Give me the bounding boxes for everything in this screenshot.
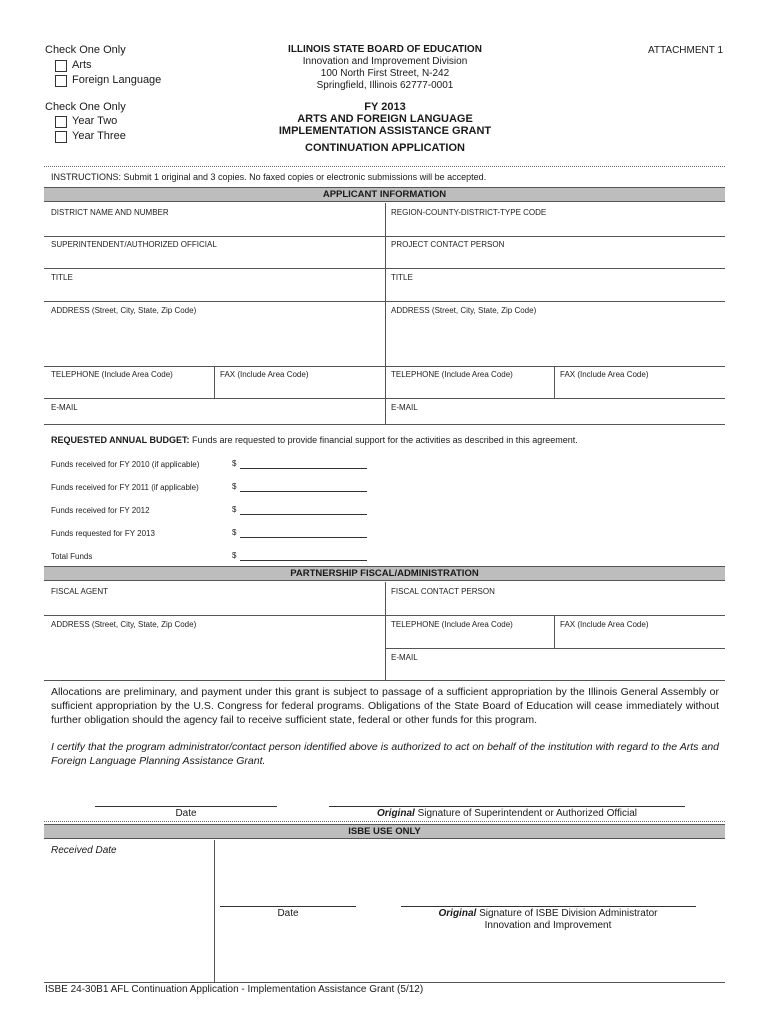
year-three-option-label: Year Three: [72, 130, 126, 142]
partnership-telephone-field[interactable]: TELEPHONE (Include Area Code): [391, 620, 513, 629]
partnership-row-rule: [44, 615, 725, 616]
superintendent-signature-caption: [329, 808, 685, 819]
superintendent-signature-label: Signature of Superintendent or Authorized Official: [417, 808, 637, 819]
agency-block: [240, 44, 530, 154]
currency-sign: $: [232, 459, 237, 468]
applicant-info-heading: APPLICANT INFORMATION: [44, 187, 725, 202]
footer-rule: [44, 982, 725, 983]
agency-street: 100 North First Street, N-242: [320, 68, 450, 79]
fax-field-right[interactable]: FAX (Include Area Code): [560, 370, 649, 379]
fy2013-amount-input[interactable]: [240, 537, 367, 538]
year-two-option-label: Year Two: [72, 115, 118, 127]
year-check-prompt: Check One Only: [45, 101, 126, 113]
applicant-row-rule: [44, 398, 725, 399]
telephone-field-left[interactable]: TELEPHONE (Include Area Code): [51, 370, 173, 379]
isbe-signature-caption-line1: [380, 908, 716, 920]
isbe-date-label: Date: [277, 908, 299, 919]
allocations-paragraph: Allocations are preliminary, and payment under this grant is subject to passage of a sufficient appropriation by the Illinois General Assembly or sufficient appropriation by the U.S. Congress for federal programs. Obligations of the State Board of Education will cease immediately without further obligation should the agency fail to receive sufficient state, federal or other funds for this program.: [51, 686, 719, 726]
currency-sign: $: [232, 528, 237, 537]
foreign-language-checkbox[interactable]: [55, 75, 67, 87]
arts-checkbox[interactable]: [55, 60, 67, 72]
division-name: Innovation and Improvement Division: [302, 56, 468, 67]
isbe-top-rule: [44, 821, 725, 822]
title-field-right[interactable]: TITLE: [391, 273, 413, 282]
superintendent-field[interactable]: SUPERINTENDENT/AUTHORIZED OFFICIAL: [51, 240, 217, 249]
title-field-left[interactable]: TITLE: [51, 273, 73, 282]
budget-heading: REQUESTED ANNUAL BUDGET:: [51, 435, 190, 445]
rcdt-code-field[interactable]: REGION-COUNTY-DISTRICT-TYPE CODE: [391, 208, 547, 217]
currency-sign: $: [232, 505, 237, 514]
form-footer: ISBE 24-30B1 AFL Continuation Application - Implementation Assistance Grant (5/12): [45, 984, 424, 995]
address-field-right[interactable]: ADDRESS (Street, City, State, Zip Code): [391, 306, 537, 315]
attachment-label: ATTACHMENT 1: [648, 45, 724, 56]
telephone-field-right[interactable]: TELEPHONE (Include Area Code): [391, 370, 513, 379]
applicant-row-rule: [44, 366, 725, 367]
partnership-address-field[interactable]: ADDRESS (Street, City, State, Zip Code): [51, 620, 197, 629]
budget-row-label: Total Funds: [51, 552, 93, 561]
instructions-top-rule: [44, 166, 725, 167]
district-name-field[interactable]: DISTRICT NAME AND NUMBER: [51, 208, 169, 217]
partnership-heading: PARTNERSHIP FISCAL/ADMINISTRATION: [44, 566, 725, 581]
partnership-fax-field[interactable]: FAX (Include Area Code): [560, 620, 649, 629]
applicant-row-rule: [44, 301, 725, 302]
project-contact-field[interactable]: PROJECT CONTACT PERSON: [391, 240, 505, 249]
isbe-signature-caption: [380, 908, 716, 932]
fax-field-left[interactable]: FAX (Include Area Code): [220, 370, 309, 379]
fiscal-year: FY 2013: [364, 101, 406, 113]
original-emphasis: Original: [438, 908, 477, 919]
partnership-row-rule: [44, 680, 725, 681]
partnership-email-field[interactable]: E-MAIL: [391, 653, 418, 662]
applicant-tel-fax-divider-right: [554, 366, 555, 398]
budget-row-label: Funds received for FY 2010 (if applicable): [51, 460, 200, 469]
total-funds-input[interactable]: [240, 560, 367, 561]
date-label: Date: [175, 808, 197, 819]
budget-row-label: Funds received for FY 2012: [51, 506, 150, 515]
partnership-row-rule: [385, 648, 725, 649]
fiscal-agent-field[interactable]: FISCAL AGENT: [51, 587, 109, 596]
form-title: CONTINUATION APPLICATION: [305, 142, 465, 154]
fy2011-amount-input[interactable]: [240, 491, 367, 492]
original-emphasis: Original: [377, 808, 415, 819]
year-two-checkbox[interactable]: [55, 116, 67, 128]
year-three-checkbox[interactable]: [55, 131, 67, 143]
budget-row-label: Funds received for FY 2011 (if applicable): [51, 483, 199, 492]
email-field-right[interactable]: E-MAIL: [391, 403, 418, 412]
foreign-language-option-label: Foreign Language: [72, 74, 162, 86]
isbe-administrator-signature-line[interactable]: [401, 906, 696, 907]
budget-note: Funds are requested to provide financial support for the activities as described in this agreement.: [192, 435, 578, 445]
fiscal-contact-field[interactable]: FISCAL CONTACT PERSON: [391, 587, 495, 596]
email-field-left[interactable]: E-MAIL: [51, 403, 78, 412]
applicant-row-rule: [44, 424, 725, 425]
fy2010-amount-input[interactable]: [240, 468, 367, 469]
instructions-text: INSTRUCTIONS: Submit 1 original and 3 copies. No faxed copies or electronic submissions will be accepted.: [51, 172, 487, 182]
applicant-row-rule: [44, 236, 725, 237]
currency-sign: $: [232, 551, 237, 560]
budget-heading-line: [51, 435, 578, 445]
arts-option-label: Arts: [72, 59, 92, 71]
isbe-signature-label: Signature of ISBE Division Administrator: [479, 908, 658, 919]
superintendent-signature-line[interactable]: [329, 806, 685, 807]
agency-city: Springfield, Illinois 62777-0001: [316, 80, 454, 91]
currency-sign: $: [232, 482, 237, 491]
received-date-field[interactable]: Received Date: [51, 845, 117, 856]
fy2012-amount-input[interactable]: [240, 514, 367, 515]
partnership-tel-fax-divider: [554, 615, 555, 648]
applicant-tel-fax-divider-left: [214, 366, 215, 398]
partnership-center-divider: [385, 582, 386, 680]
isbe-signature-label2: Innovation and Improvement: [484, 920, 612, 931]
isbe-date-line[interactable]: [220, 906, 356, 907]
isbe-divider: [214, 840, 215, 982]
grant-name-line2: IMPLEMENTATION ASSISTANCE GRANT: [278, 125, 492, 137]
isbe-use-only-heading: ISBE USE ONLY: [44, 824, 725, 839]
certification-paragraph: I certify that the program administrator/contact person identified above is authorized to act on behalf of the institution with regard to the Arts and Foreign Language Planning Assistance Grant.: [51, 741, 719, 767]
date-signature-line[interactable]: [95, 806, 277, 807]
agency-name: ILLINOIS STATE BOARD OF EDUCATION: [288, 44, 482, 55]
applicant-row-rule: [44, 268, 725, 269]
address-field-left[interactable]: ADDRESS (Street, City, State, Zip Code): [51, 306, 197, 315]
budget-row-label: Funds requested for FY 2013: [51, 529, 155, 538]
grant-name-line1: ARTS AND FOREIGN LANGUAGE: [297, 113, 473, 125]
program-check-prompt: Check One Only: [45, 44, 126, 56]
